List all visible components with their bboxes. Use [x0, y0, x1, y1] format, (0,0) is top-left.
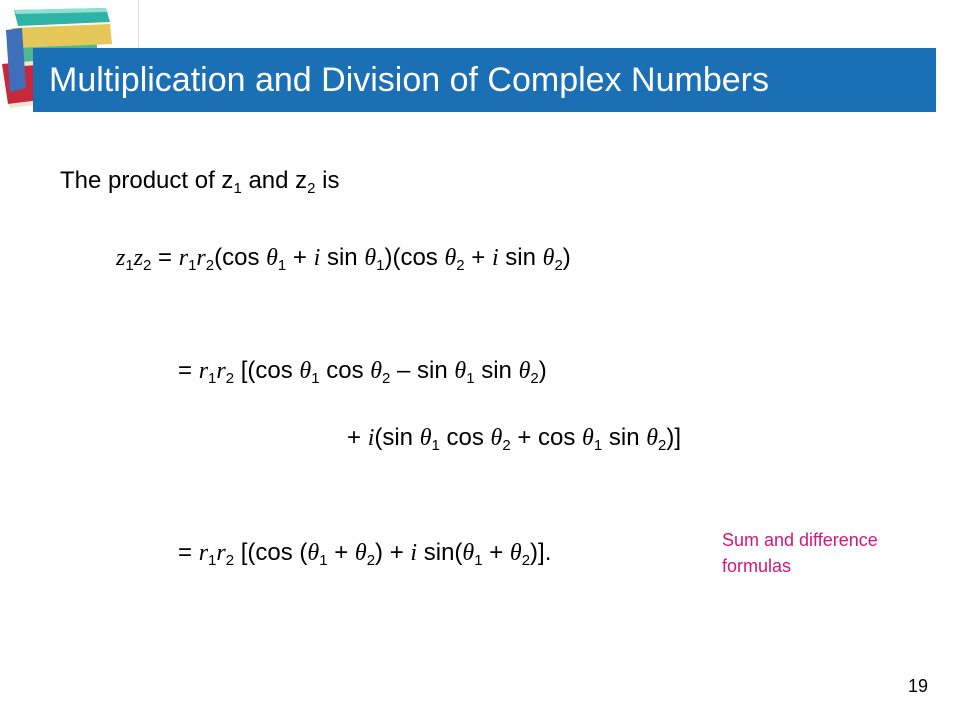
- text: ): [562, 244, 571, 271]
- theta: θ: [542, 245, 555, 271]
- text: =: [178, 539, 199, 566]
- equation-line-3: [347, 423, 681, 453]
- subscript: 1: [376, 257, 385, 274]
- theta: θ: [370, 358, 383, 384]
- var: z: [133, 245, 144, 271]
- subscript: 1: [319, 552, 328, 569]
- theta: θ: [266, 245, 278, 271]
- subscript: 2: [205, 257, 215, 274]
- equation-line-1: [116, 243, 571, 273]
- subscript: 1: [233, 180, 242, 197]
- text: sin: [602, 424, 647, 451]
- text: =: [178, 357, 199, 384]
- theta: θ: [444, 245, 457, 271]
- text: )].: [530, 539, 552, 566]
- subscript: 1: [208, 370, 217, 387]
- var: r: [178, 245, 189, 271]
- text: +: [286, 244, 314, 271]
- subscript: 2: [530, 370, 539, 387]
- theta: θ: [364, 245, 377, 271]
- subscript: 2: [307, 180, 316, 197]
- side-note-line: Sum and difference: [722, 530, 878, 550]
- text: (cos: [214, 244, 267, 271]
- subscript: 1: [311, 370, 320, 387]
- text: cos: [439, 424, 491, 451]
- subscript: 2: [521, 552, 531, 569]
- var: i: [491, 245, 499, 271]
- subscript: 2: [502, 437, 511, 454]
- var: r: [196, 245, 206, 271]
- intro-part: The product of z: [60, 167, 234, 194]
- theta: θ: [419, 425, 432, 451]
- subscript: 2: [143, 257, 152, 274]
- title-bar: [33, 48, 936, 112]
- subscript: 2: [382, 370, 391, 387]
- text: sin: [498, 244, 543, 271]
- theta: θ: [354, 540, 367, 566]
- subscript: 2: [366, 552, 376, 569]
- text: sin(: [417, 539, 463, 566]
- var: r: [198, 358, 209, 384]
- text: ) +: [375, 539, 411, 566]
- page-number: 19: [907, 676, 928, 696]
- slide-title: Multiplication and Division of Complex Numbers: [49, 60, 769, 99]
- theta: θ: [490, 425, 503, 451]
- subscript: 1: [208, 552, 217, 569]
- var: i: [410, 540, 418, 566]
- intro-text: [60, 166, 340, 196]
- theta: θ: [646, 425, 658, 451]
- text: +: [327, 539, 355, 566]
- subscript: 1: [277, 257, 287, 274]
- text: cos: [319, 357, 371, 384]
- var: r: [198, 540, 209, 566]
- text: sin: [320, 244, 365, 271]
- theta: θ: [307, 540, 320, 566]
- text: +: [347, 424, 368, 451]
- subscript: 1: [474, 552, 483, 569]
- theta: θ: [299, 358, 312, 384]
- theta: θ: [462, 540, 475, 566]
- var: i: [313, 245, 321, 271]
- text: )]: [666, 424, 682, 451]
- text: – sin: [390, 357, 455, 384]
- text: =: [151, 244, 179, 271]
- text: )(cos: [384, 244, 445, 271]
- theta: θ: [518, 358, 531, 384]
- side-note: [722, 527, 942, 579]
- text: +: [464, 244, 492, 271]
- text: [(cos (: [234, 539, 308, 566]
- var: i: [367, 425, 375, 451]
- subscript: 1: [593, 437, 603, 454]
- subscript: 2: [456, 257, 465, 274]
- theta: θ: [509, 540, 522, 566]
- text: +: [482, 539, 510, 566]
- subscript: 1: [188, 257, 197, 274]
- text: (sin: [374, 424, 420, 451]
- subscript: 1: [125, 257, 134, 274]
- var: r: [216, 540, 226, 566]
- theta: θ: [454, 358, 467, 384]
- text: sin: [474, 357, 519, 384]
- equation-line-4: [178, 538, 551, 568]
- var: z: [116, 245, 126, 271]
- subscript: 2: [225, 370, 235, 387]
- subscript: 1: [431, 437, 440, 454]
- subscript: 2: [658, 437, 667, 454]
- var: r: [216, 358, 226, 384]
- text: [(cos: [234, 357, 300, 384]
- subscript: 1: [466, 370, 475, 387]
- subscript: 2: [554, 257, 563, 274]
- subscript: 2: [225, 552, 235, 569]
- equation-line-2: [178, 356, 547, 386]
- side-note-line: formulas: [722, 556, 792, 576]
- text: + cos: [510, 424, 583, 451]
- intro-part: is: [315, 167, 340, 194]
- theta: θ: [582, 425, 594, 451]
- intro-part: and z: [241, 167, 308, 194]
- text: ): [538, 357, 547, 384]
